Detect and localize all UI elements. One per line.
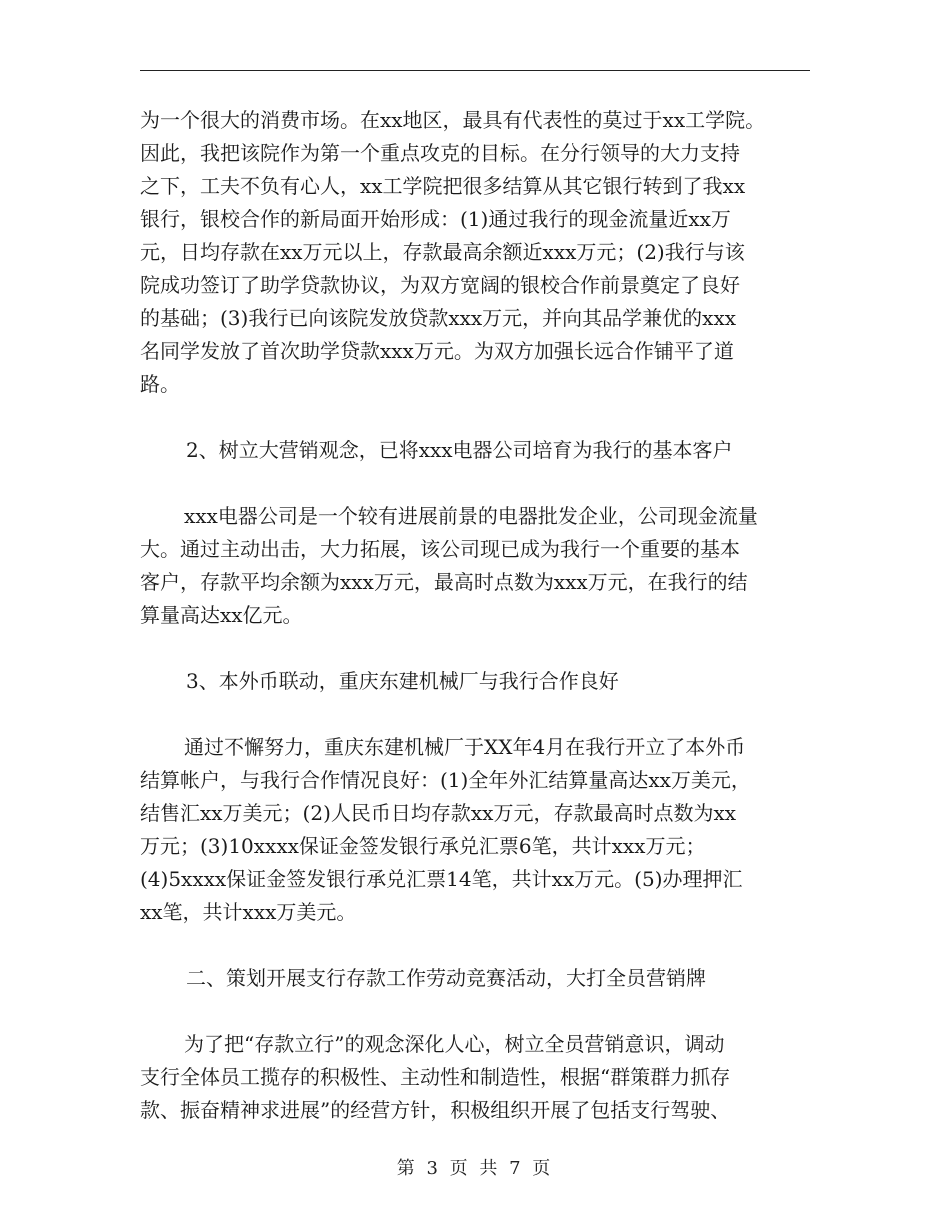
text-line: 路。	[140, 372, 180, 396]
paragraph-machinery-factory	[140, 731, 820, 929]
paragraph-continuation	[140, 104, 820, 401]
text-line: 万元；(3)10xxxx保证金签发银行承兑汇票6笔，共计xxx万元；	[140, 834, 706, 858]
text-line: 银行，银校合作的新局面开始形成：(1)通过我行的现金流量近xx万	[140, 207, 731, 231]
text-line: 结售汇xx万美元；(2)人民币日均存款xx万元，存款最高时点数为xx	[140, 801, 737, 825]
text-line: 名同学发放了首次助学贷款xxx万元。为双方加强长远合作铺平了道	[140, 339, 734, 363]
section-heading-2	[140, 434, 820, 467]
text-line: xxx电器公司是一个较有进展前景的电器批发企业，公司现金流量	[184, 504, 758, 528]
text-line: 为一个很大的消费市场。在xx地区，最具有代表性的莫过于xx工学院。	[140, 108, 766, 132]
text-line: 款、振奋精神求进展”的经营方针，积极组织开展了包括支行驾驶、	[140, 1098, 731, 1122]
heading-text: 2、树立大营销观念，已将xxx电器公司培育为我行的基本客户	[186, 438, 733, 462]
text-line: 为了把“存款立行”的观念深化人心，树立全员营销意识，调动	[184, 1032, 725, 1056]
text-line: 支行全体员工揽存的积极性、主动性和制造性，根据“群策群力抓存	[140, 1065, 731, 1089]
text-line: 客户，存款平均余额为xxx万元，最高时点数为xxx万元，在我行的结	[140, 570, 748, 594]
text-line: 的基础；(3)我行已向该院发放贷款xxx万元，并向其品学兼优的xxx	[140, 306, 737, 330]
text-line: 结算帐户，与我行合作情况良好：(1)全年外汇结算量高达xx万美元，	[140, 768, 751, 792]
text-line: 大。通过主动出击，大力拓展，该公司现已成为我行一个重要的基本	[140, 537, 740, 561]
text-line: 因此，我把该院作为第一个重点攻克的目标。在分行领导的大力支持	[140, 141, 740, 165]
document-body	[140, 104, 820, 1127]
heading-text: 二、策划开展支行存款工作劳动竞赛活动，大打全员营销牌	[186, 966, 706, 990]
text-line: 元，日均存款在xx万元以上，存款最高余额近xxx万元；(2)我行与该	[140, 240, 745, 264]
section-heading-two	[140, 962, 820, 995]
text-line: 算量高达xx亿元。	[140, 603, 303, 627]
paragraph-deposit-competition	[140, 1028, 820, 1127]
paragraph-electrical-company	[140, 500, 820, 632]
section-heading-3	[140, 665, 820, 698]
text-line: 通过不懈努力，重庆东建机械厂于XX年4月在我行开立了本外币	[184, 735, 746, 759]
text-line: (4)5xxxx保证金签发银行承兑汇票14笔，共计xx万元。(5)办理押汇	[140, 867, 743, 891]
text-line: xx笔，共计xxx万美元。	[140, 900, 357, 924]
page-number-footer: 第 3 页 共 7 页	[396, 1158, 554, 1179]
text-line: 之下，工夫不负有心人，xx工学院把很多结算从其它银行转到了我xx	[140, 174, 746, 198]
header-rule	[140, 70, 810, 71]
heading-text: 3、本外币联动，重庆东建机械厂与我行合作良好	[186, 669, 619, 693]
text-line: 院成功签订了助学贷款协议，为双方宽阔的银校合作前景奠定了良好	[140, 273, 740, 297]
